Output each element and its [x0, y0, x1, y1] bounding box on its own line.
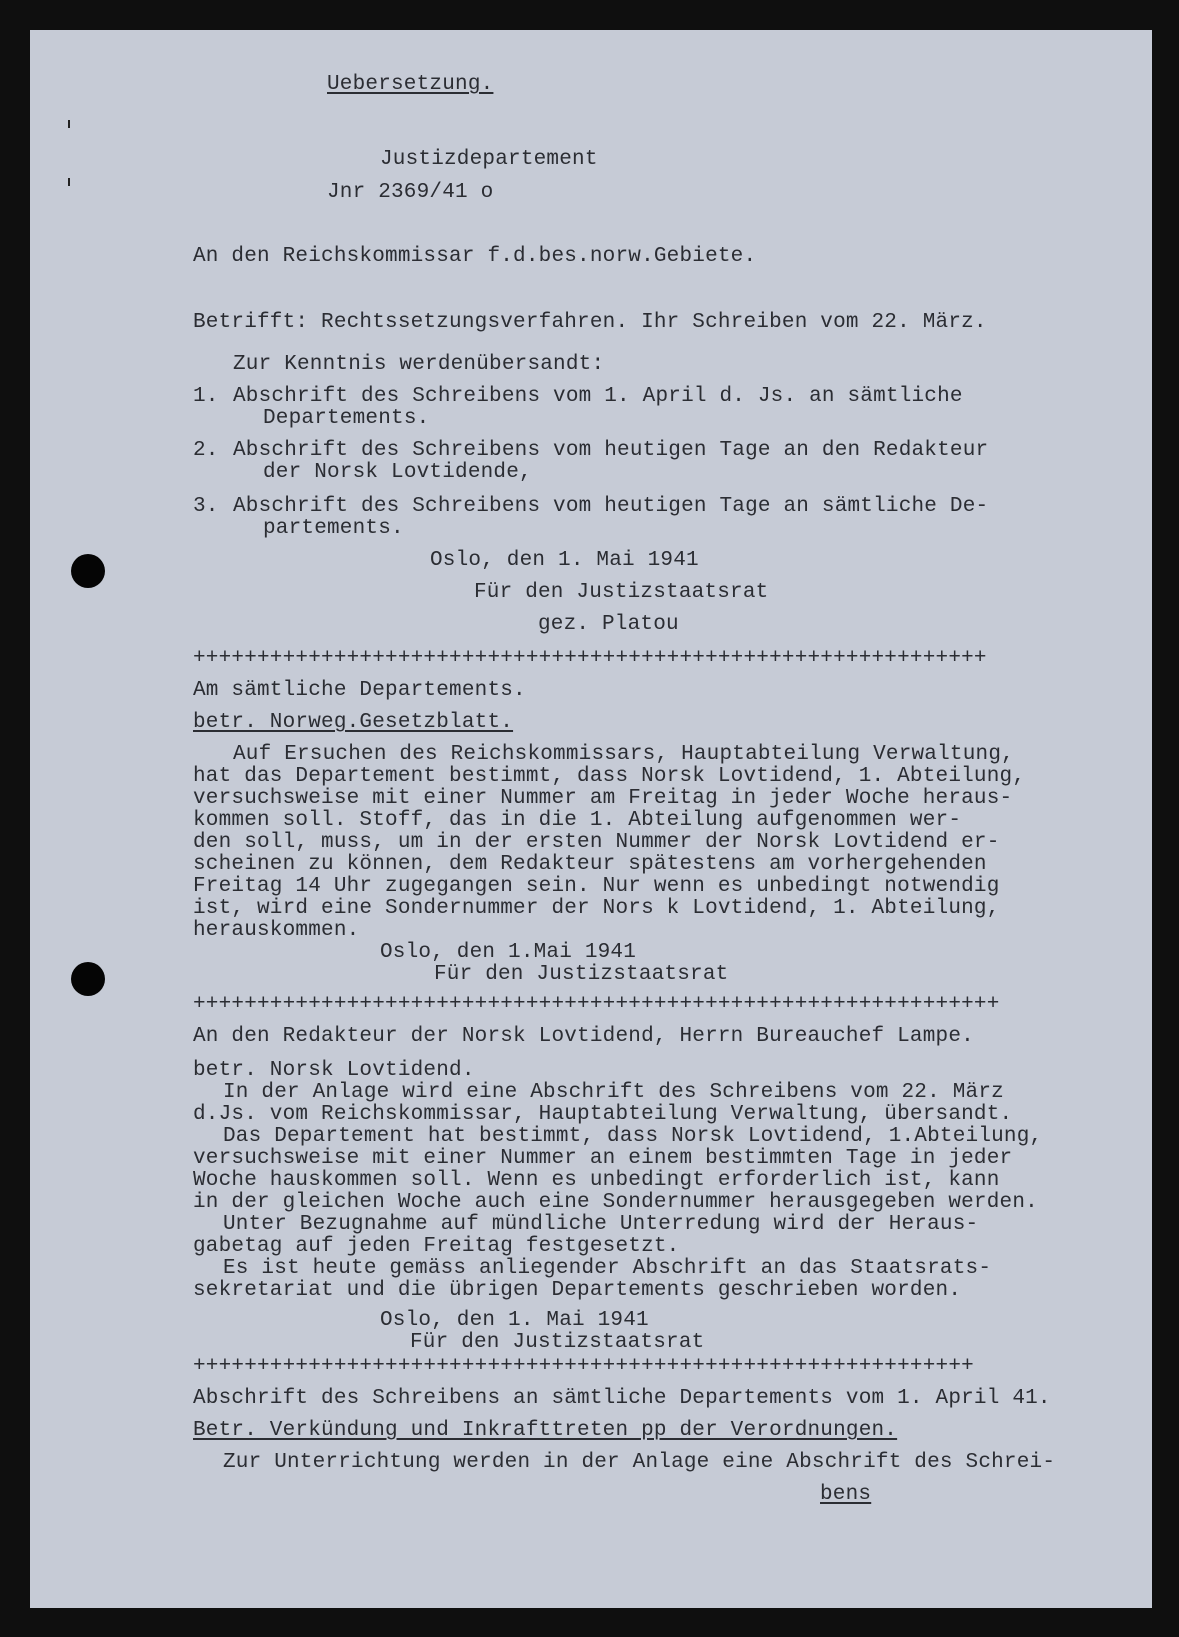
place-date: Oslo, den 1.Mai 1941 [380, 941, 637, 964]
body-text: Unter Bezugnahme auf mündliche Unterredung wird der Heraus- [223, 1213, 979, 1236]
addressee-redakteur: An den Redakteur der Norsk Lovtidend, Herrn Bureauchef Lampe. [193, 1025, 974, 1048]
body-text: Das Departement hat bestimmt, dass Norsk Lovtidend, 1.Abteilung, [223, 1125, 1043, 1148]
body-text: Zur Unterrichtung werden in der Anlage eine Abschrift des Schrei- [223, 1451, 1056, 1474]
list-item: Abschrift des Schreibens vom heutigen Tage an sämtliche De- [233, 495, 989, 518]
punch-hole [71, 554, 105, 588]
margin-mark [68, 178, 70, 186]
list-item: partements. [263, 517, 404, 540]
list-item: der Norsk Lovtidende, [263, 461, 532, 484]
separator: ++++++++++++++++++++++++++++++++++++++++++++++++++++++++++++++ [193, 647, 987, 670]
place-date: Oslo, den 1. Mai 1941 [430, 549, 699, 572]
signature-line: Für den Justizstaatsrat [410, 1331, 705, 1354]
place-date: Oslo, den 1. Mai 1941 [380, 1309, 649, 1332]
subject-line: betr. Norsk Lovtidend. [193, 1059, 475, 1082]
body-text: Freitag 14 Uhr zugegangen sein. Nur wenn es unbedingt notwendig [193, 875, 1000, 898]
page-continuation: bens [820, 1483, 872, 1506]
body-text: scheinen zu können, dem Redakteur spätestens am vorhergehenden [193, 853, 987, 876]
body-text: ist, wird eine Sondernummer der Nors k Lovtidend, 1. Abteilung, [193, 897, 1000, 920]
body-text: Woche hauskommen soll. Wenn es unbedingt erforderlich ist, kann [193, 1169, 1000, 1192]
subject-line: betr. Norweg.Gesetzblatt. [193, 711, 514, 734]
body-text: Es ist heute gemäss anliegender Abschrift an das Staatsrats- [223, 1257, 992, 1280]
item-number: 1. [193, 385, 219, 408]
list-item: Departements. [263, 407, 430, 430]
item-number: 3. [193, 495, 219, 518]
body-text: hat das Departement bestimmt, dass Norsk Lovtidend, 1. Abteilung, [193, 765, 1026, 788]
body-text: den soll, muss, um in der ersten Nummer der Norsk Lovtidend er- [193, 831, 1000, 854]
addressee-departements: Am sämtliche Departements. [193, 679, 526, 702]
separator: +++++++++++++++++++++++++++++++++++++++++++++++++++++++++++++ [193, 1355, 974, 1378]
signed-by: gez. Platou [538, 613, 679, 636]
signature-line: Für den Justizstaatsrat [474, 581, 769, 604]
punch-hole [71, 962, 105, 996]
item-number: 2. [193, 439, 219, 462]
department-name: Justizdepartement [380, 148, 598, 171]
body-text: in der gleichen Woche auch eine Sondernummer herausgegeben werden. [193, 1191, 1038, 1214]
body-text: herauskommen. [193, 919, 360, 942]
journal-number: Jnr 2369/41 o [327, 181, 494, 204]
body-text: kommen soll. Stoff, das in die 1. Abteilung aufgenommen wer- [193, 809, 962, 832]
margin-mark [68, 120, 70, 128]
list-item: Abschrift des Schreibens vom heutigen Tage an den Redakteur [233, 439, 989, 462]
body-text: In der Anlage wird eine Abschrift des Schreibens vom 22. März [223, 1081, 1004, 1104]
body-text: gabetag auf jeden Freitag festgesetzt. [193, 1235, 680, 1258]
body-text: versuchsweise mit einer Nummer an einem bestimmten Tage in jeder [193, 1147, 1013, 1170]
body-text: d.Js. vom Reichskommissar, Hauptabteilung Verwaltung, übersandt. [193, 1103, 1013, 1126]
addressee-reichskommissar: An den Reichskommissar f.d.bes.norw.Gebiete. [193, 245, 757, 268]
separator: +++++++++++++++++++++++++++++++++++++++++++++++++++++++++++++++ [193, 993, 1000, 1016]
document-title: Uebersetzung. [327, 73, 494, 96]
subject-line: Betr. Verkündung und Inkrafttreten pp der Verordnungen. [193, 1419, 898, 1442]
intro-line: Zur Kenntnis werdenübersandt: [233, 353, 605, 376]
section-heading: Abschrift des Schreibens an sämtliche Departements vom 1. April 41. [193, 1387, 1051, 1410]
subject-line: Betrifft: Rechtssetzungsverfahren. Ihr Schreiben vom 22. März. [193, 311, 987, 334]
list-item: Abschrift des Schreibens vom 1. April d. Js. an sämtliche [233, 385, 963, 408]
document-page [30, 30, 1152, 1608]
body-text: sekretariat und die übrigen Departements geschrieben worden. [193, 1279, 962, 1302]
body-text: Auf Ersuchen des Reichskommissars, Hauptabteilung Verwaltung, [233, 743, 1014, 766]
signature-line: Für den Justizstaatsrat [434, 963, 729, 986]
body-text: versuchsweise mit einer Nummer am Freitag in jeder Woche heraus- [193, 787, 1013, 810]
